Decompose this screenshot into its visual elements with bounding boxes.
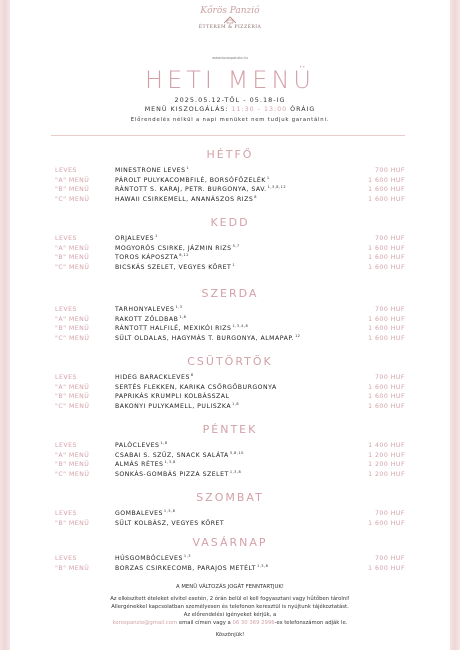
allergen-codes: 5,7	[232, 243, 240, 248]
menu-price: 1 600 HUF	[368, 383, 405, 391]
allergen-codes: 1,8	[179, 314, 187, 319]
menu-label: LEVES	[55, 306, 77, 313]
allergen-codes: 1,3	[183, 554, 191, 558]
menu-label: "B" MENÜ	[55, 254, 90, 262]
service-label: MENÜ KISZOLGÁLÁS:	[144, 106, 229, 113]
menu-row	[0, 452, 460, 461]
allergen-codes: 1	[232, 263, 236, 268]
menu-label: "A" MENÜ	[55, 451, 90, 459]
dish-wrap	[115, 245, 240, 252]
menu-row	[0, 384, 460, 393]
phone-link[interactable]: 06 30 369 2996	[232, 620, 275, 626]
menu-price: 1 200 HUF	[368, 451, 405, 459]
footer-line-2: Az elkészített ételeket elvitel esetén, 2 órán belül el kell fogyasztani vagy hűtőben tárolni!	[110, 596, 350, 602]
menu-row	[0, 254, 460, 263]
menu-price: 700 HUF	[374, 510, 405, 517]
menu-row	[0, 186, 460, 195]
dish-name: HAWAII CSIRKEMELL, ANANÁSZOS RIZS	[115, 196, 254, 204]
menu-row	[0, 403, 460, 412]
menu-row	[0, 316, 460, 325]
dish-name: CSABAI S. SZŰZ, SNACK SALÁTA	[115, 451, 229, 459]
menu-row	[0, 335, 460, 344]
dish-wrap	[115, 254, 189, 261]
footer-thanks: Köszönjük!	[215, 632, 245, 638]
logo-name: Kőrös Panzió	[200, 6, 260, 16]
house-icon	[223, 16, 237, 24]
footer-line-3: Allergénekkel kapcsolatban személyesen és telefonon keresztül is nyújtunk tájékoztatást.	[111, 604, 349, 610]
menu-price: 1 200 HUF	[368, 461, 405, 469]
dish-wrap	[115, 471, 241, 478]
menu-row	[0, 510, 460, 519]
menu-label: "C" MENÜ	[55, 264, 90, 272]
allergen-codes: 1,3,8	[163, 509, 176, 513]
logo-subtitle: ÉTTEREM & PIZZÉRIA	[198, 25, 262, 30]
menu-label: LEVES	[55, 167, 77, 174]
dish-wrap	[115, 264, 235, 271]
menu-label: "A" MENÜ	[55, 383, 90, 391]
menu-price: 1 600 HUF	[368, 519, 405, 527]
dish-name: PÁROLT PULYKACOMBFILÉ, BORSÓFŐZELÉK	[115, 176, 266, 184]
dish-wrap	[115, 177, 270, 184]
dish-name: TARHONYALEVES	[115, 306, 175, 313]
dish-wrap	[115, 196, 257, 203]
day-title: HÉTFŐ	[206, 148, 254, 161]
dish-name: TOROS KÁPOSZTA	[115, 254, 179, 262]
menu-price: 1 600 HUF	[368, 403, 405, 411]
allergen-codes: 8,12	[179, 253, 189, 258]
menu-label: "A" MENÜ	[55, 176, 90, 184]
service-suffix: ÓRÁIG	[290, 106, 316, 113]
dish-wrap	[115, 442, 168, 449]
dish-wrap	[115, 316, 186, 323]
menu-label: "B" MENÜ	[55, 393, 90, 401]
menu-price: 1 600 HUF	[368, 325, 405, 333]
dish-name: PALÓCLEVES	[115, 442, 160, 449]
menu-row	[0, 325, 460, 334]
menu-row	[0, 264, 460, 273]
date-range: 2025.05.12-TŐL - 05.18-IG	[174, 96, 286, 104]
dish-wrap	[115, 393, 229, 400]
menu-row	[0, 306, 460, 315]
menu-row	[0, 167, 460, 176]
dish-name: RÁNTOTT S. KARAJ, PETR. BURGONYA, SAV.	[115, 186, 267, 194]
dish-name: RAKOTT ZÖLDBAB	[115, 315, 179, 323]
header-divider	[51, 135, 405, 136]
allergen-codes: 1,3,8	[256, 563, 269, 568]
menu-row	[0, 235, 460, 244]
day-title: PÉNTEK	[202, 423, 258, 436]
dish-wrap	[115, 555, 191, 562]
menu-label: "B" MENÜ	[55, 325, 90, 333]
dish-name: MOGYORÓS CSIRKE, JÁZMIN RIZS	[115, 244, 232, 252]
menu-price: 1 600 HUF	[368, 186, 405, 194]
email-link[interactable]: korospanzio@gmail.com	[112, 620, 178, 626]
day-title: SZOMBAT	[196, 491, 264, 504]
dish-name: HÚSGOMBÓCLEVES	[115, 555, 183, 562]
menu-price: 700 HUF	[374, 555, 405, 562]
menu-price: 700 HUF	[374, 374, 405, 381]
dish-wrap	[115, 335, 301, 342]
menu-row	[0, 565, 460, 574]
menu-label: "A" MENÜ	[55, 244, 90, 252]
menu-price: 700 HUF	[374, 306, 405, 313]
menu-label: "A" MENÜ	[55, 315, 90, 323]
menu-label: "B" MENÜ	[55, 519, 90, 527]
dish-name: HIDEG BARACKLEVES	[115, 374, 190, 381]
dish-wrap	[115, 167, 189, 174]
dish-name: GOMBALEVES	[115, 510, 163, 517]
menu-price: 1 400 HUF	[368, 442, 405, 449]
menu-label: "C" MENÜ	[55, 471, 90, 479]
menu-label: LEVES	[55, 510, 77, 517]
service-hours	[0, 106, 460, 113]
page-title: HETI MENÜ	[145, 66, 315, 94]
menu-label: "C" MENÜ	[55, 335, 90, 343]
menu-row	[0, 374, 460, 383]
dish-name: SÜLT OLDALAS, HAGYMÁS T. BURGONYA, ALMAPAP.	[115, 335, 295, 343]
dish-wrap	[115, 325, 248, 332]
allergen-codes: 8	[254, 195, 258, 200]
menu-price: 1 600 HUF	[368, 315, 405, 323]
day-title: CSÜTÖRTÖK	[187, 355, 273, 368]
menu-label: "B" MENÜ	[55, 186, 90, 194]
menu-label: "B" MENÜ	[55, 461, 90, 469]
dish-name: BAKONYI PULYKAMELL, PULISZKA	[115, 403, 232, 411]
menu-label: LEVES	[55, 555, 77, 562]
menu-label: LEVES	[55, 235, 77, 242]
allergen-codes: 12	[295, 334, 301, 339]
menu-price: 1 600 HUF	[368, 196, 405, 204]
allergen-codes: 1,3,8	[229, 470, 242, 475]
allergen-codes: 1	[186, 166, 190, 170]
dish-wrap	[115, 235, 158, 242]
menu-price: 700 HUF	[374, 235, 405, 242]
logo	[0, 6, 460, 30]
menu-price: 1 600 HUF	[368, 254, 405, 262]
preorder-notice: Előrendelés nélkül a napi menüket nem tudjuk garantálni.	[130, 117, 330, 123]
menu-label: "C" MENÜ	[55, 196, 90, 204]
menu-label: LEVES	[55, 374, 77, 381]
allergen-codes: 1,3,8	[164, 460, 176, 465]
day-title: SZERDA	[201, 287, 259, 300]
menu-row	[0, 177, 460, 186]
dish-wrap	[115, 403, 239, 410]
menu-row	[0, 393, 460, 402]
menu-price: 1 600 HUF	[368, 564, 405, 572]
allergen-codes: 1,8	[160, 441, 168, 445]
dish-name: SÜLT KOLBÁSZ, VEGYES KÖRET	[115, 519, 225, 527]
footer-line-1: A MENÜ VÁLTOZÁS JOGÁT FENNTARTJUK!	[176, 584, 284, 590]
allergen-codes: 1,3,8,12	[267, 185, 287, 190]
menu-row	[0, 442, 460, 451]
menu-price: 1 600 HUF	[368, 244, 405, 252]
day-title: VASÁRNAP	[192, 536, 268, 549]
dish-name: RÁNTOTT HALFILÉ, MEXIKÓI RIZS	[115, 325, 232, 333]
dish-name: MINESTRONE LEVES	[115, 167, 186, 174]
dish-name: PAPRIKÁS KRUMPLI KOLBÁSSZAL	[115, 393, 230, 401]
dish-wrap	[115, 306, 183, 313]
allergen-codes: 1,3	[175, 305, 183, 309]
dish-name: SONKÁS-GOMBÁS PIZZA SZELET	[115, 471, 229, 479]
day-title: KEDD	[210, 216, 250, 229]
menu-price: 1 200 HUF	[368, 471, 405, 479]
service-hours-value: 11:30 - 13:00	[231, 106, 288, 113]
menu-label: LEVES	[55, 442, 77, 449]
menu-row	[0, 555, 460, 564]
dish-wrap	[115, 452, 244, 459]
dish-wrap	[115, 186, 286, 193]
menu-price: 700 HUF	[374, 167, 405, 174]
dish-name: SERTÉS FLEKKEN, KARIKA CSŐRGŐBURGONYA	[115, 383, 277, 391]
dish-wrap	[115, 565, 268, 572]
allergen-codes: 1	[266, 175, 270, 180]
menu-price: 1 600 HUF	[368, 335, 405, 343]
website-text: www.korospanzio.hu	[212, 56, 248, 60]
footer-line-4: Az előrendelési igényeket kérjük, a	[183, 612, 277, 618]
menu-row	[0, 196, 460, 205]
menu-price: 1 600 HUF	[368, 264, 405, 272]
dish-name: BICSKÁS SZELET, VEGYES KÖRET	[115, 264, 232, 272]
menu-label: "B" MENÜ	[55, 564, 90, 572]
dish-name: ALMÁS RÉTES	[115, 461, 164, 469]
menu-row	[0, 245, 460, 254]
dish-wrap	[115, 461, 176, 468]
menu-label: "C" MENÜ	[55, 403, 90, 411]
footer-line-5	[0, 620, 460, 626]
footer-line-5-end: -es telefonszámon adják le.	[274, 620, 348, 626]
dish-wrap	[115, 384, 277, 391]
allergen-codes: 3,8,10	[229, 450, 244, 455]
footer-line-5-mid: email címen vagy a	[178, 620, 231, 626]
dish-wrap	[115, 374, 194, 381]
dish-name: ORJALEVES	[115, 235, 155, 242]
dish-name: BORZAS CSIRKECOMB, PARAJOS METÉLT	[115, 564, 256, 572]
allergen-codes: 1,8	[232, 402, 240, 407]
menu-price: 1 600 HUF	[368, 393, 405, 401]
menu-row	[0, 471, 460, 480]
allergen-codes: 1,3,4,8	[232, 324, 249, 329]
allergen-codes: 1	[155, 234, 158, 238]
menu-price: 1 600 HUF	[368, 176, 405, 184]
dish-wrap	[115, 520, 224, 527]
menu-row	[0, 520, 460, 529]
allergen-codes: 8	[190, 373, 194, 377]
dish-wrap	[115, 510, 175, 517]
